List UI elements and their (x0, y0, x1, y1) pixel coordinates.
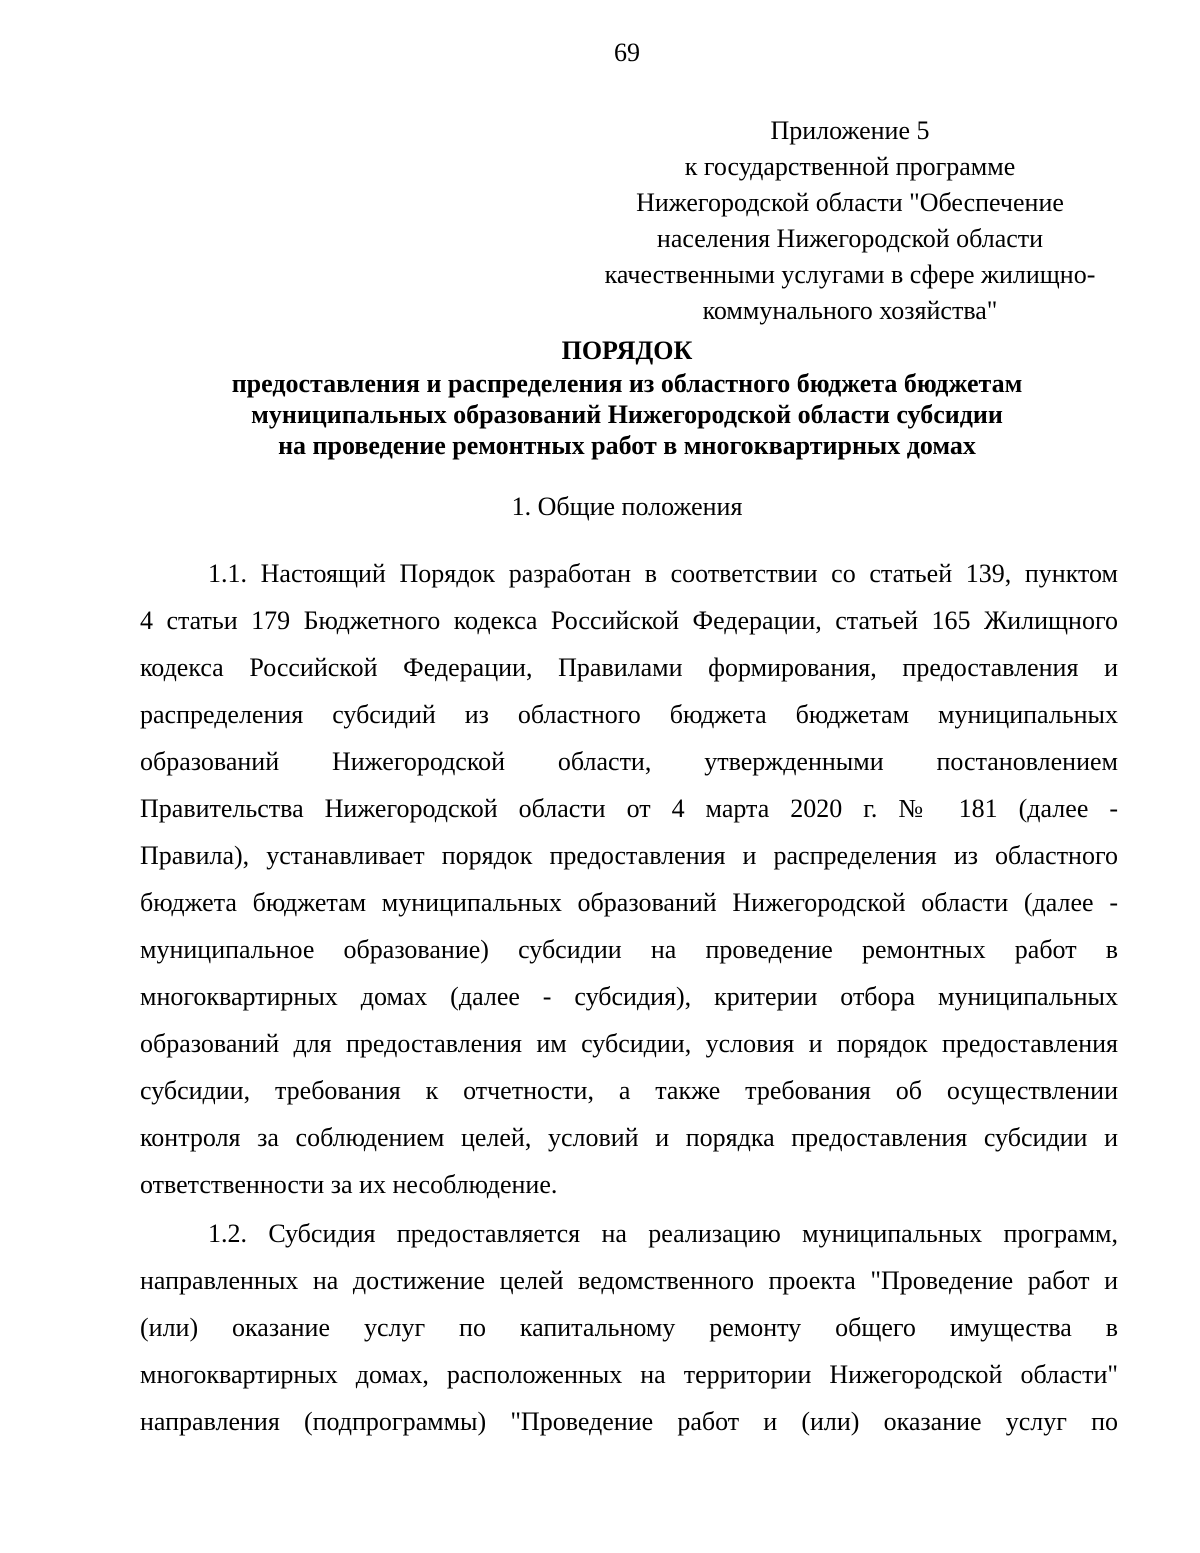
subtitle-line: на проведение ремонтных работ в многоквартирных домах (278, 431, 976, 460)
document-subtitle (0, 368, 1200, 461)
appendix-line: качественными услугами в сфере жилищно- (604, 260, 1096, 289)
paragraph-line: направления (подпрограммы) "Проведение работ и (или) оказание услуг по (140, 1407, 1118, 1436)
paragraph-1-2 (140, 1210, 1118, 1445)
paragraph-line: субсидии, требования к отчетности, а также требования об осуществлении (140, 1076, 1118, 1105)
paragraph-line: распределения субсидий из областного бюджета бюджетам муниципальных (140, 700, 1118, 729)
paragraph-line: муниципальное образование) субсидии на проведение ремонтных работ в (140, 935, 1118, 964)
section-heading: 1. Общие положения (511, 492, 743, 521)
paragraph-line: Правительства Нижегородской области от 4 марта 2020 г. № 181 (далее - (140, 794, 1118, 823)
paragraph-line: 1.2. Субсидия предоставляется на реализацию муниципальных программ, (208, 1219, 1118, 1248)
paragraph-line: образований Нижегородской области, утвержденными постановлением (140, 747, 1118, 776)
paragraph-line: кодекса Российской Федерации, Правилами формирования, предоставления и (140, 653, 1118, 682)
paragraph-line: многоквартирных домах, расположенных на территории Нижегородской области" (140, 1360, 1118, 1389)
paragraph-line: многоквартирных домах (далее - субсидия), критерии отбора муниципальных (140, 982, 1118, 1011)
paragraph-line: 4 статьи 179 Бюджетного кодекса Российской Федерации, статьей 165 Жилищного (140, 606, 1118, 635)
appendix-line: Приложение 5 (770, 116, 930, 145)
document-title: ПОРЯДОК (561, 336, 693, 365)
paragraph-line: бюджета бюджетам муниципальных образований Нижегородской области (далее - (140, 888, 1118, 917)
appendix-line: населения Нижегородской области (656, 224, 1044, 253)
paragraph-line: (или) оказание услуг по капитальному ремонту общего имущества в (140, 1313, 1118, 1342)
paragraph-1-1 (140, 550, 1118, 1208)
paragraph-line: контроля за соблюдением целей, условий и порядка предоставления субсидии и (140, 1123, 1118, 1152)
appendix-line: коммунального хозяйства" (702, 296, 998, 325)
subtitle-line: муниципальных образований Нижегородской области субсидии (251, 400, 1003, 429)
paragraph-line: образований для предоставления им субсидии, условия и порядок предоставления (140, 1029, 1118, 1058)
paragraph-line: направленных на достижение целей ведомственного проекта "Проведение работ и (140, 1266, 1118, 1295)
paragraph-line: ответственности за их несоблюдение. (140, 1170, 558, 1199)
subtitle-line: предоставления и распределения из областного бюджета бюджетам (231, 369, 1023, 398)
page-number: 69 (614, 38, 640, 67)
appendix-line: к государственной программе (684, 152, 1016, 181)
paragraph-line: 1.1. Настоящий Порядок разработан в соответствии со статьей 139, пунктом (208, 559, 1118, 588)
appendix-block (560, 113, 1140, 329)
appendix-line: Нижегородской области "Обеспечение (636, 188, 1064, 217)
paragraph-line: Правила), устанавливает порядок предоставления и распределения из областного (140, 841, 1118, 870)
